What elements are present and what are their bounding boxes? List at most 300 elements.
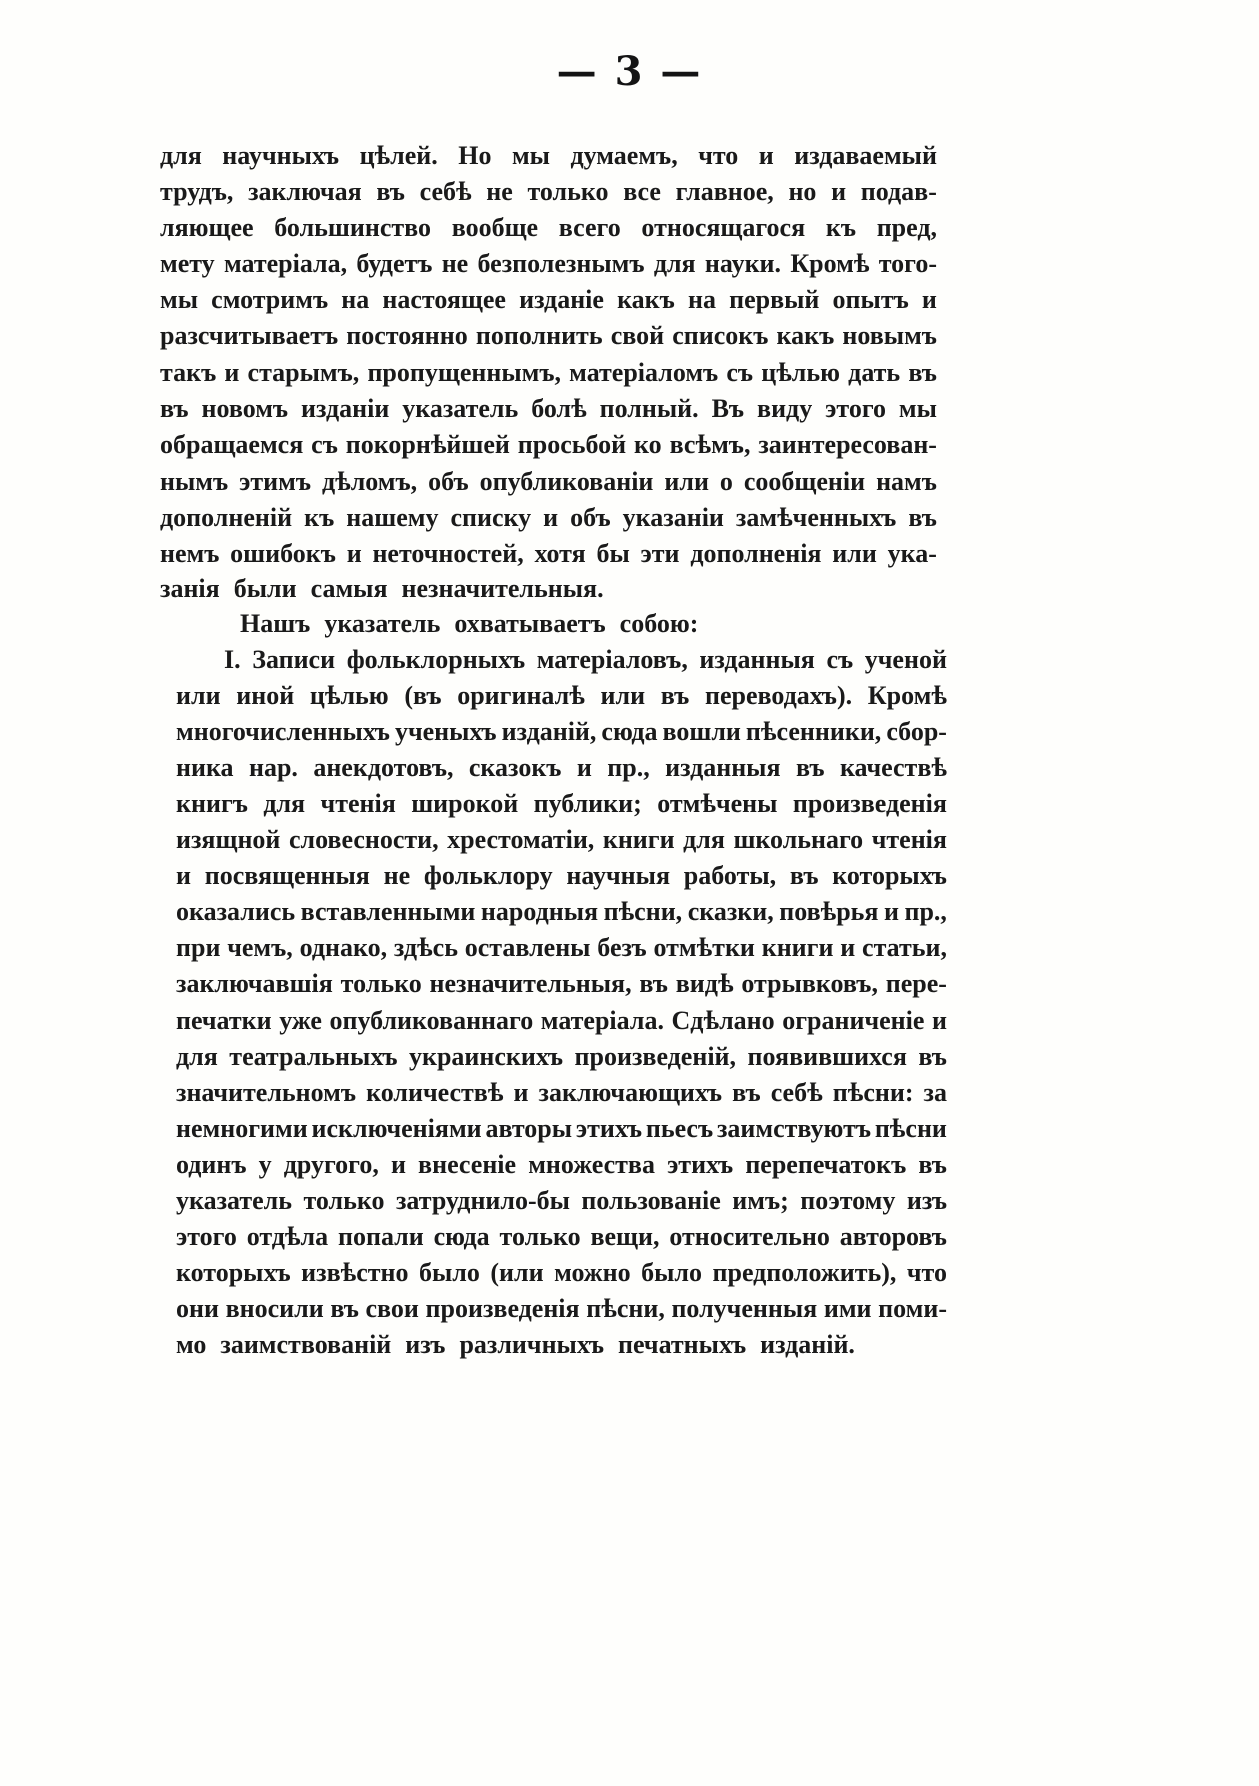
word: и (543, 503, 559, 532)
word: вообще (451, 213, 539, 242)
text-line (176, 1253, 947, 1293)
word: на (341, 285, 370, 314)
word: Нашъ (240, 609, 311, 638)
word: въ (639, 969, 668, 998)
text-line (176, 1109, 947, 1149)
word: книги (602, 825, 675, 854)
word: въ (376, 177, 405, 206)
word: оставлены (464, 933, 591, 962)
word: съ (311, 430, 338, 459)
word: Сдѣлано (671, 1006, 775, 1035)
word: пьесъ (645, 1114, 714, 1143)
word: цѣлей. (359, 141, 438, 170)
word: ника (176, 753, 234, 782)
word: только (527, 177, 609, 206)
word: къ (825, 213, 856, 242)
word: театральныхъ (229, 1042, 398, 1071)
text-line (160, 569, 937, 609)
word: или (176, 681, 221, 710)
text-line (176, 892, 947, 932)
word: издаваемый (794, 141, 937, 170)
word: было (419, 1258, 480, 1287)
word: изданій. (760, 1330, 855, 1359)
word: пере- (885, 969, 947, 998)
word: одинъ (176, 1150, 247, 1179)
word: и (346, 539, 362, 568)
word: и (840, 933, 856, 962)
word: фольклорныхъ (346, 645, 526, 674)
word: этого (825, 394, 886, 423)
word: I. (224, 645, 241, 674)
word: пред, (876, 213, 937, 242)
word: безполезнымъ (477, 249, 645, 278)
word: однако, (299, 933, 388, 962)
text-line (176, 712, 947, 752)
text-line (160, 280, 937, 320)
word: главное, (675, 177, 774, 206)
word: и (390, 1150, 406, 1179)
word: въ (908, 358, 937, 387)
word: списокъ (672, 321, 769, 350)
word: Кромѣ (867, 681, 947, 710)
word: ошибокъ (230, 539, 336, 568)
word: цѣлью (309, 681, 389, 710)
word: этого (176, 1222, 237, 1251)
word: смотримъ (211, 285, 329, 314)
word: научныя (566, 861, 671, 890)
word: сказокъ (468, 753, 562, 782)
word: къ (304, 503, 335, 532)
text-line (176, 1001, 947, 1041)
word: сюда (433, 1222, 490, 1251)
word: всего (558, 213, 621, 242)
word: появившихся (747, 1042, 907, 1071)
text-line (160, 389, 937, 429)
word: и (576, 753, 592, 782)
word: многочисленныхъ (176, 717, 390, 746)
word: они (176, 1294, 219, 1323)
word: пѣсни (874, 1114, 947, 1143)
word: книги (761, 933, 834, 962)
word: чтенія (320, 789, 396, 818)
word: въ (732, 1078, 761, 1107)
word: нымъ (160, 467, 229, 496)
word: ученой (864, 645, 947, 674)
word: въ (160, 394, 189, 423)
word: другого, (283, 1150, 379, 1179)
word: здѣсь (393, 933, 458, 962)
word: пр., (607, 753, 650, 782)
word: въ (660, 681, 690, 710)
word: въ (795, 753, 825, 782)
text-line (160, 172, 937, 212)
word: Но (458, 141, 492, 170)
text-line (176, 1145, 947, 1185)
text-line (176, 928, 947, 968)
word: для (683, 825, 725, 854)
word: было (641, 1258, 703, 1287)
word: видѣ (675, 969, 734, 998)
word: (или (490, 1258, 544, 1287)
word: заключающихъ (538, 1078, 723, 1107)
word: не (383, 861, 411, 890)
word: для (653, 249, 696, 278)
word: безъ (597, 933, 647, 962)
word: пѣсенники, (745, 717, 882, 746)
word: полный. (599, 394, 699, 423)
word: только (340, 969, 422, 998)
word: вносили (225, 1294, 324, 1323)
word: книгъ (176, 789, 248, 818)
word: указатель (402, 394, 519, 423)
word: для (176, 1042, 218, 1071)
word: занія (160, 574, 220, 603)
word: у (258, 1150, 272, 1179)
word: для (160, 141, 202, 170)
word: печатныхъ (618, 1330, 747, 1359)
word: авторы (485, 1114, 573, 1143)
word: дать (848, 358, 901, 387)
word: незначительныя. (401, 574, 604, 603)
word: цѣлью (761, 358, 841, 387)
word: замѣченныхъ (735, 503, 897, 532)
text-line (160, 208, 937, 248)
word: различныхъ (459, 1330, 605, 1359)
word: ограниченіе (782, 1006, 925, 1035)
word: большинство (274, 213, 432, 242)
word: были (233, 574, 297, 603)
word: повѣрья (779, 897, 879, 926)
word: сказки, (687, 897, 774, 926)
word: опубликованіи (479, 467, 654, 496)
word: указатель (324, 609, 441, 638)
word: анекдотовъ, (313, 753, 454, 782)
text-line (176, 748, 947, 788)
text-line (160, 425, 937, 465)
word: пѣсни, (603, 897, 683, 926)
word: какъ (617, 285, 675, 314)
word: такъ (160, 358, 217, 387)
word: настоящее (382, 285, 506, 314)
word: предположить), (712, 1258, 897, 1287)
word: вставленными (300, 897, 476, 926)
word: Кромѣ (790, 249, 870, 278)
word: мо (176, 1330, 207, 1359)
word: и (921, 285, 937, 314)
word: указатель (176, 1186, 293, 1215)
word: поми- (878, 1294, 947, 1323)
word: списку (450, 503, 532, 532)
word: мы (898, 394, 937, 423)
word: что (698, 141, 739, 170)
text-line (176, 856, 947, 896)
word: и (176, 861, 191, 890)
word: немногими (176, 1114, 308, 1143)
word: заимствованій (220, 1330, 392, 1359)
word: заключая (248, 177, 362, 206)
word: объ (570, 503, 611, 532)
word: только (303, 1186, 385, 1215)
word: оригиналѣ (457, 681, 585, 710)
word: изъ (906, 1186, 947, 1215)
word: ими (823, 1294, 872, 1323)
word: пользованіе (581, 1186, 721, 1215)
word: себѣ (770, 1078, 823, 1107)
word: которыхъ (176, 1258, 291, 1287)
word: изданныя (699, 645, 815, 674)
text-line (176, 676, 947, 716)
word: широкой (411, 789, 519, 818)
word: постоянно (346, 321, 468, 350)
word: но (788, 177, 817, 206)
word: о (719, 467, 733, 496)
text-line (176, 1217, 947, 1257)
word: отдѣла (246, 1222, 329, 1251)
word: разсчитываетъ (160, 321, 339, 350)
word: матеріаломъ (569, 358, 719, 387)
word: и (931, 1006, 947, 1035)
word: того- (878, 249, 937, 278)
word: иной (236, 681, 295, 710)
text-line (176, 784, 947, 824)
word: опубликованнаго (329, 1006, 534, 1035)
word: новомъ (201, 394, 289, 423)
word: просьбой (517, 430, 627, 459)
page-number: — 3 — (556, 48, 703, 95)
word: немъ (160, 539, 220, 568)
word: свои (365, 1294, 419, 1323)
text-line (176, 1325, 947, 1365)
word: можно (554, 1258, 631, 1287)
word: покорнѣйшей (345, 430, 510, 459)
word: вошли (662, 717, 741, 746)
word: дополненія (690, 539, 822, 568)
word: будетъ (356, 249, 433, 278)
word: заключавшія (176, 969, 333, 998)
word: болѣ (531, 394, 587, 423)
text-line (176, 964, 947, 1004)
word: внесеніе (418, 1150, 517, 1179)
word: пѣсни: (832, 1078, 914, 1107)
word: при (176, 933, 221, 962)
word: относящагося (641, 213, 806, 242)
word: первый (729, 285, 820, 314)
word: школьнаго (733, 825, 864, 854)
word: обращаемся (160, 430, 304, 459)
word: значительномъ (176, 1078, 357, 1107)
word: переводахъ). (705, 681, 853, 710)
text-line (240, 604, 937, 644)
word: произведенія (425, 1294, 580, 1323)
word: охватываетъ (454, 609, 606, 638)
word: и (513, 1078, 529, 1107)
word: мы (511, 141, 550, 170)
word: попали (337, 1222, 424, 1251)
word: только (499, 1222, 581, 1251)
word: изданіи (301, 394, 390, 423)
word: дополненій (160, 503, 293, 532)
word: и (884, 897, 899, 926)
word: науки. (704, 249, 782, 278)
word: новымъ (842, 321, 937, 350)
word: въ (918, 1150, 947, 1179)
word: хрестоматіи, (447, 825, 595, 854)
word: или (832, 539, 877, 568)
word: ляющее (160, 213, 254, 242)
word: старымъ, (247, 358, 360, 387)
word: или (664, 467, 709, 496)
word: словесности, (288, 825, 439, 854)
word: ко (634, 430, 662, 459)
word: пропущеннымъ, (367, 358, 561, 387)
word: въ (908, 503, 937, 532)
word: трудъ, (160, 177, 234, 206)
word: оказались (176, 897, 296, 926)
word: на (687, 285, 716, 314)
word: какъ (776, 321, 835, 350)
text-line (160, 316, 937, 356)
word: незначительныя, (429, 969, 632, 998)
word: работы, (683, 861, 777, 890)
word: затруднило-бы (395, 1186, 570, 1215)
text-line (160, 136, 937, 176)
word: не (486, 177, 513, 206)
word: перепечатокъ (745, 1150, 907, 1179)
word: сообщеніи (743, 467, 866, 496)
word: и (831, 177, 847, 206)
text-line (160, 244, 937, 284)
word: этихъ (575, 1114, 643, 1143)
word: объ (428, 467, 469, 496)
word: этихъ (667, 1150, 734, 1179)
word: которыхъ (832, 861, 947, 890)
word: количествѣ (366, 1078, 504, 1107)
text-line (176, 1289, 947, 1329)
word: пѣсни, (586, 1294, 665, 1323)
text-line (176, 820, 947, 860)
word: пополнить (475, 321, 603, 350)
word: сюда (601, 717, 658, 746)
word: указаніи (622, 503, 724, 532)
word: не (441, 249, 469, 278)
text-line (176, 1037, 947, 1077)
word: чтенія (871, 825, 947, 854)
word: съ (826, 645, 854, 674)
text-line (160, 353, 937, 393)
word: множества (528, 1150, 655, 1179)
word: отмѣчены (657, 789, 778, 818)
word: публики; (533, 789, 642, 818)
word: хотя (534, 539, 586, 568)
word: въ (918, 1042, 947, 1071)
word: и (758, 141, 774, 170)
word: сбор- (886, 717, 947, 746)
word: Записи (252, 645, 336, 674)
word: народныя (480, 897, 599, 926)
word: съ (726, 358, 754, 387)
word: ука- (887, 539, 937, 568)
word: украинскихъ (408, 1042, 564, 1071)
word: намъ (876, 467, 937, 496)
word: поэтому (800, 1186, 896, 1215)
word: авторовъ (839, 1222, 947, 1251)
word: изданіе (519, 285, 604, 314)
word: уже (279, 1006, 322, 1035)
word: относительно (669, 1222, 830, 1251)
word: въ (789, 861, 819, 890)
word: матеріала, (223, 249, 348, 278)
word: исключеніями (311, 1114, 482, 1143)
word: чемъ, (227, 933, 293, 962)
word: произведеній, (574, 1042, 737, 1071)
word: отмѣтки (653, 933, 755, 962)
word: качествѣ (839, 753, 947, 782)
text-line (224, 640, 947, 680)
word: нашему (346, 503, 439, 532)
word: что (906, 1258, 947, 1287)
word: за (923, 1078, 947, 1107)
word: изданныя (665, 753, 781, 782)
word: подав- (860, 177, 937, 206)
word: матеріала. (540, 1006, 664, 1035)
word: ученыхъ (394, 717, 497, 746)
text-line (176, 1073, 947, 1113)
word: всѣмъ, (669, 430, 751, 459)
word: извѣстно (301, 1258, 409, 1287)
text-line (176, 1181, 947, 1221)
word: изданій, (501, 717, 597, 746)
word: для (263, 789, 306, 818)
text-line (160, 534, 937, 574)
word: (въ (404, 681, 442, 710)
word: мы (160, 285, 199, 314)
word: изящной (176, 825, 281, 854)
word: самыя (310, 574, 388, 603)
word: себѣ (419, 177, 472, 206)
word: заимствуютъ (716, 1114, 872, 1143)
word: бы (596, 539, 630, 568)
word: свой (610, 321, 665, 350)
word: и (224, 358, 240, 387)
word: имъ; (732, 1186, 789, 1215)
word: фольклору (423, 861, 553, 890)
word: нар. (248, 753, 298, 782)
word: собою: (619, 609, 699, 638)
word: статьи, (862, 933, 947, 962)
word: печатки (176, 1006, 272, 1035)
word: этимъ (239, 467, 311, 496)
word: или (600, 681, 646, 710)
word: виду (757, 394, 813, 423)
word: посвященныя (204, 861, 370, 890)
word: полученныя (671, 1294, 818, 1323)
word: отрывковъ, (741, 969, 878, 998)
word: Въ (711, 394, 745, 423)
word: въ (330, 1294, 359, 1323)
word: думаемъ, (570, 141, 678, 170)
word: неточностей, (372, 539, 524, 568)
word: заинтересован- (758, 430, 937, 459)
word: произведенія (792, 789, 947, 818)
word: изъ (405, 1330, 446, 1359)
word: матеріаловъ, (536, 645, 688, 674)
word: эти (640, 539, 680, 568)
word: вещи, (590, 1222, 660, 1251)
word: пр., (904, 897, 947, 926)
word: научныхъ (222, 141, 340, 170)
text-line (160, 498, 937, 538)
word: опытъ (832, 285, 909, 314)
